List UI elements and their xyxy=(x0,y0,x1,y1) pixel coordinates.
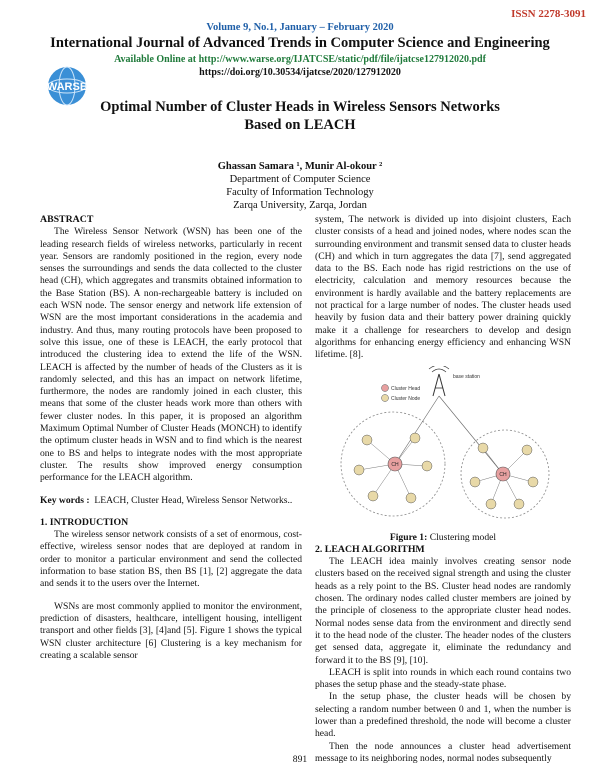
issn: ISSN 2278-3091 xyxy=(511,8,586,20)
logo-text: WARSE xyxy=(46,81,88,93)
sensor-node xyxy=(470,477,480,487)
leach-paragraph-4: Then the node announces a cluster head advertisement message to its neighboring nodes, normal nodes subsequently xyxy=(315,740,571,764)
keywords-text: LEACH, Cluster Head, Wireless Sensor Networks.. xyxy=(94,494,293,506)
paper-title: Optimal Number of Cluster Heads in Wireless Sensors Networks Based on LEACH xyxy=(100,99,500,133)
leach-heading: 2. LEACH ALGORITHM xyxy=(315,543,425,555)
sensor-nodes xyxy=(354,433,538,509)
author-block xyxy=(0,160,600,212)
abstract-text: The Wireless Sensor Network (WSN) has been one of the leading research fields of wireless networks, particularly in recent year. Sensors are randomly positioned in the region, every node senses the surroundings and sends the data collected to the cluster head (CH), which aggregates and transmits obtained information to the Base Station (BS). A non-rechargeable battery is included on each WSN node. The sensor energy and network life extension of WSN are the most important considerations in the academia and industry. And thus, many routing protocols have been proposed to solve this issue, one of these is LEACH, the early protocol that introduced the clustering idea to extend the life of the WSN. LEACH is affected by the number of heads of the Clusters as it is randomly selected, and this has an impact on network lifetime, furthermore, the nodes are randomly joined in each cluster, this means that some of the cluster heads work more than others with fewer cluster nodes. In this paper, it is proposed an algorithm Maximum Optimal Number of Cluster Heads (MONCH) to identify the optimum cluster heads in WSN and to find which is the nearest one to BS and helps to integrate nodes with the most appropriate cluster. The results show improved energy consumption performance for the LEACH algorithm. xyxy=(40,226,302,484)
sensor-node xyxy=(514,499,524,509)
affiliation-department: Department of Computer Science xyxy=(229,174,371,185)
base-station-label: base station xyxy=(453,373,480,380)
affiliation-faculty: Faculty of Information Technology xyxy=(226,187,374,198)
figure-caption-text: Clustering model xyxy=(429,531,497,543)
continuation-paragraph: system, The network is divided up into disjoint clusters, Each cluster consists of a head and joined nodes, where nodes scan the surrounding environment and transmit sensed data to cluster heads (CH) and which in turn aggregates the data [7], send aggregated data to the BS. Each node has rigid restrictions on the use of electricity, calculation and memory resources because the environment is hardly available and the battery replacements are not practical for a large number of nodes. The cluster heads used heavily by fusion data and their battery power draining quickly make it a challenge for researchers to develop and design algorithms for enhancing energy efficiency and enhancing WSN lifetime. [8]. xyxy=(315,214,571,361)
leach-paragraph-3: In the setup phase, the cluster heads will be chosen by selecting a random number between 0 and 1, when the number is lower than a predefined threshold, the node will become a cluster head. xyxy=(315,691,571,740)
volume-info: Volume 9, No.1, January – February 2020 xyxy=(206,22,394,33)
svg-text:CH: CH xyxy=(499,471,507,478)
svg-text:CH: CH xyxy=(391,461,399,468)
legend-node-label: Cluster Node xyxy=(391,395,421,402)
left-column xyxy=(40,214,302,662)
legend-ch-label: Cluster Head xyxy=(391,385,421,392)
doi-link[interactable]: https://doi.org/10.30534/ijatcse/2020/127912020 xyxy=(199,67,401,78)
author-names: Ghassan Samara ¹, Munir Al-okour ² xyxy=(217,161,383,172)
sensor-node xyxy=(486,499,496,509)
clustering-diagram xyxy=(315,366,571,532)
intro-paragraph-1: The wireless sensor network consists of a set of enormous, cost-effective, wireless sensor nodes that are deployed at random in order to monitor a particular environment and send the collected information to base station BS, then BS [1], [2] aggregate the data and sends it to the users over the Internet. xyxy=(40,529,302,590)
sensor-node xyxy=(368,491,378,501)
leach-paragraph-2: LEACH is split into rounds in which each round contains two phases the setup phase and the steady-state phase. xyxy=(315,666,571,691)
keywords xyxy=(40,495,302,507)
intro-paragraph-2: WSNs are most commonly applied to monitor the environment, prediction of disasters, healthcare, intelligent housing, intelligent transport and other fields [3], [4]and [5]. Figure 1 shows the typical WSN cluster architecture [6] Clustering is a key mechanism for creating a scalable sensor xyxy=(40,600,302,661)
legend-node-marker xyxy=(382,394,389,401)
figure-clustering-model xyxy=(315,366,571,532)
journal-title: International Journal of Advanced Trends in Computer Science and Engineering xyxy=(50,35,550,51)
intro-heading: 1. INTRODUCTION xyxy=(40,516,129,528)
keywords-label: Key words : xyxy=(40,494,90,506)
sensor-node xyxy=(354,465,364,475)
affiliation-university: Zarqa University, Zarqa, Jordan xyxy=(233,200,367,211)
sensor-node xyxy=(422,461,432,471)
sensor-node xyxy=(410,433,420,443)
right-column xyxy=(315,214,571,765)
sensor-node xyxy=(528,477,538,487)
sensor-node xyxy=(522,445,532,455)
leach-paragraph-1: The LEACH idea mainly involves creating sensor node clusters based on the received signal strength and using the cluster heads as a rely point to the BS. Cluster head nodes are randomly chosen. The ordinary nodes called cluster members are joined by the principle of closeness to the appropriate cluster head nodes. Normal nodes sense data from the environment and directly send it to the head node of the cluster. The header nodes of the clusters get sensed data, aggregate it, eliminate the redundancy and forward it to the BS [9], [10]. xyxy=(315,556,571,666)
page-number: 891 xyxy=(292,754,308,765)
warse-logo xyxy=(38,66,96,108)
abstract-heading: ABSTRACT xyxy=(40,214,94,225)
legend-ch-marker xyxy=(382,384,389,391)
online-url[interactable]: Available Online at http://www.warse.org/IJATCSE/static/pdf/file/ijatcse127912020.pdf xyxy=(114,54,486,65)
sensor-node xyxy=(406,493,416,503)
sensor-node xyxy=(362,435,372,445)
figure-caption-label: Figure 1: xyxy=(389,531,428,543)
sensor-node xyxy=(478,443,488,453)
figure-caption xyxy=(315,532,571,544)
base-station-icon xyxy=(429,366,449,396)
